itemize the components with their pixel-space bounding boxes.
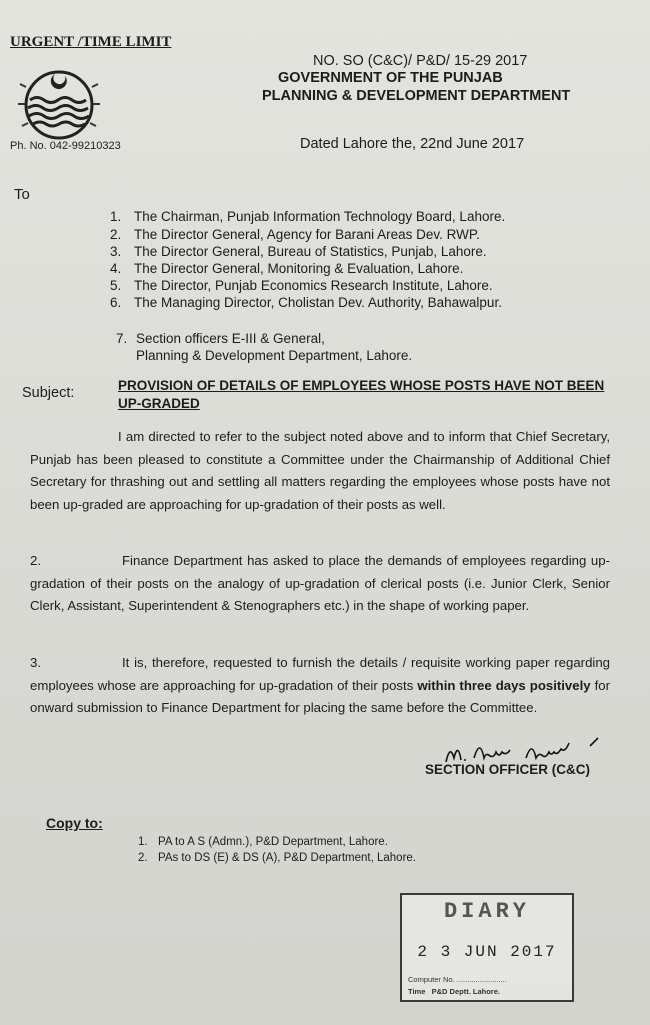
paragraph-3-text-a: It is, therefore, requested to furnish the details / requisite working paper regarding employees whose are approaching for up-gradation of their posts — [30, 655, 610, 693]
copy-number: 2. — [138, 852, 148, 864]
subject-label: Subject: — [22, 385, 75, 401]
addressee-number: 3. — [110, 244, 122, 259]
copy-text: PAs to DS (E) & DS (A), P&D Department, Lahore. — [158, 852, 416, 864]
paragraph-2-text: Finance Department has asked to place the demands of employees regarding up-gradation of their posts on the analogy of up-gradation of clerical posts (i.e. Junior Clerk, Senior Clerk, Assistant, Superintendent & Stenographers etc.) in the shape of working paper. — [30, 553, 610, 613]
paragraph-1-text: I am directed to refer to the subject noted above and to inform that Chief Secretary, Punjab has been pleased to constitute a Committee under the Chairmanship of Additional Chief Secretary for thrashing out and settling all matters regarding the employees whose posts have not been up-graded are approaching for up-gradation of their posts as well. — [30, 429, 610, 512]
addressee-item — [110, 261, 463, 276]
addressee-number: 1. — [110, 209, 122, 224]
addressee-number: 4. — [110, 261, 122, 276]
stamp-footer — [408, 987, 500, 996]
stamp-department: P&D Deptt. Lahore. — [431, 987, 500, 996]
government-heading: GOVERNMENT OF THE PUNJAB — [278, 70, 503, 86]
subject-text: PROVISION OF DETAILS OF EMPLOYEES WHOSE POSTS HAVE NOT BEEN UP-GRADED — [118, 378, 605, 411]
to-label: To — [14, 186, 30, 203]
punjab-government-logo — [14, 60, 104, 140]
date-line: Dated Lahore the, 22nd June 2017 — [300, 136, 525, 152]
addressee-text: The Managing Director, Cholistan Dev. Authority, Bahawalpur. — [134, 295, 502, 310]
stamp-computer-no-label: Computer No. — [408, 975, 455, 984]
addressee-number: 6. — [110, 295, 122, 310]
addressee-text: The Director General, Agency for Barani Areas Dev. RWP. — [134, 227, 480, 242]
paragraph-3-text-b: for onward submission to Finance Department for placing the same before the Committee. — [30, 677, 611, 715]
copy-item — [138, 852, 416, 864]
addressee-text: The Chairman, Punjab Information Technology Board, Lahore. — [134, 209, 506, 224]
stamp-title: DIARY — [443, 899, 530, 924]
paragraph-number: 3. — [30, 655, 41, 670]
diary-stamp — [400, 893, 574, 1002]
paragraph-1 — [30, 426, 610, 516]
paragraph-2 — [30, 550, 610, 618]
reference-number: NO. SO (C&C)/ P&D/ 15-29 2017 — [313, 53, 528, 69]
addressee-text: The Director General, Bureau of Statistics, Punjab, Lahore. — [134, 244, 487, 259]
addressee-item — [110, 244, 487, 259]
stamp-time-label: Time — [408, 987, 426, 996]
addressee-item — [110, 278, 493, 293]
stamp-date: 2 3 JUN 2017 — [417, 943, 557, 961]
phone-number: Ph. No. 042-99210323 — [10, 140, 121, 152]
addressee-text: The Director General, Monitoring & Evaluation, Lahore. — [134, 261, 464, 276]
addressee-item-7 — [116, 331, 325, 346]
paragraph-3-emphasis: within three days positively — [417, 677, 591, 693]
stamp-computer-no: Computer No. ........................ — [408, 975, 507, 984]
addressee-item — [110, 295, 502, 310]
addressee-item — [110, 209, 505, 224]
addressee-number: 5. — [110, 278, 122, 293]
copy-number: 1. — [138, 836, 148, 848]
copy-to-label: Copy to: — [46, 815, 103, 831]
copy-item — [138, 836, 388, 848]
addressee-item — [110, 227, 480, 242]
addressee-number: 7. — [116, 331, 128, 346]
addressee-text: The Director, Punjab Economics Research Institute, Lahore. — [134, 278, 493, 293]
addressee-item-7-line2: Planning & Development Department, Lahore. — [136, 348, 413, 363]
paragraph-number: 2. — [30, 553, 41, 568]
section-officer-title: SECTION OFFICER (C&C) — [425, 762, 590, 777]
copy-text: PA to A S (Admn.), P&D Department, Lahore. — [158, 836, 388, 848]
paragraph-3 — [30, 652, 610, 720]
urgent-label: URGENT /TIME LIMIT — [10, 34, 172, 50]
department-heading: PLANNING & DEVELOPMENT DEPARTMENT — [262, 88, 571, 104]
addressee-text: Section officers E-III & General, — [136, 331, 325, 346]
addressee-number: 2. — [110, 227, 122, 242]
